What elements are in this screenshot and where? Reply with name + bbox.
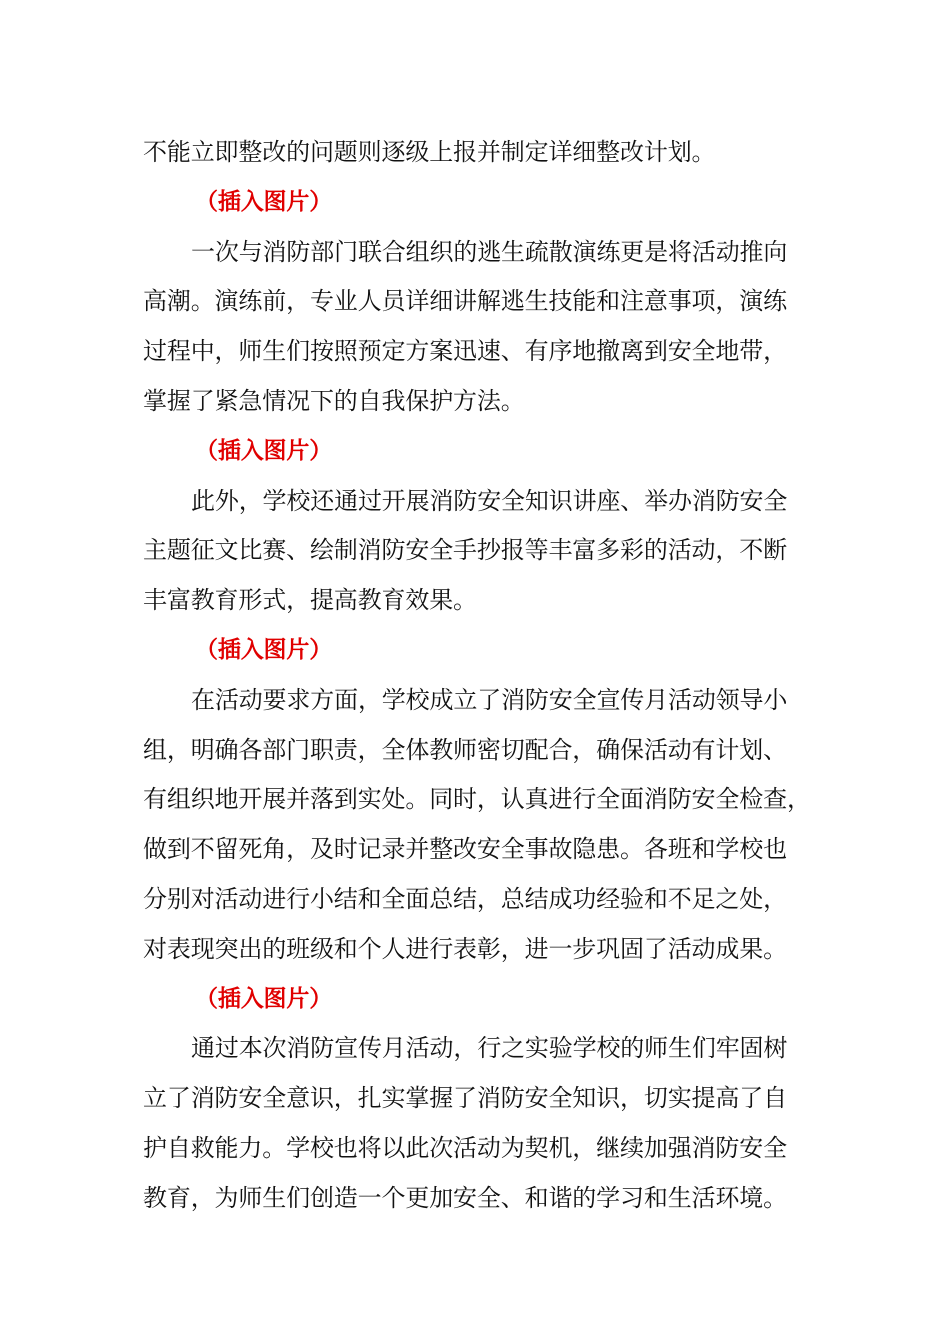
paragraph-line: 教育，为师生们创造一个更加安全、和谐的学习和生活环境。 bbox=[143, 1183, 787, 1212]
paragraph-line: 分别对活动进行小结和全面总结，总结成功经验和不足之处， bbox=[143, 884, 787, 913]
insert-image-note: （插入图片） bbox=[195, 188, 333, 215]
paragraph-line: 丰富教育形式，提高教育效果。 bbox=[143, 586, 477, 615]
paragraph-line: 掌握了紧急情况下的自我保护方法。 bbox=[143, 386, 525, 415]
paragraph-line: 高潮。演练前，专业人员详细讲解逃生技能和注意事项，演练 bbox=[143, 287, 787, 316]
paragraph-line: 组，明确各部门职责，全体教师密切配合，确保活动有计划、 bbox=[143, 735, 787, 764]
paragraph-line: 一次与消防部门联合组织的逃生疏散演练更是将活动推向 bbox=[191, 237, 788, 266]
paragraph-line: 护自救能力。学校也将以此次活动为契机，继续加强消防安全 bbox=[143, 1133, 787, 1162]
paragraph-line: 在活动要求方面，学校成立了消防安全宣传月活动领导小 bbox=[191, 685, 788, 714]
insert-image-note: （插入图片） bbox=[195, 636, 333, 663]
paragraph-line: 有组织地开展并落到实处。同时，认真进行全面消防安全检查， bbox=[143, 785, 811, 814]
paragraph-line: 立了消防安全意识，扎实掌握了消防安全知识，切实提高了自 bbox=[143, 1084, 787, 1113]
insert-image-note: （插入图片） bbox=[195, 437, 333, 464]
paragraph-line: 主题征文比赛、绘制消防安全手抄报等丰富多彩的活动，不断 bbox=[143, 536, 787, 565]
paragraph-line: 做到不留死角，及时记录并整改安全事故隐患。各班和学校也 bbox=[143, 835, 787, 864]
paragraph-line: 通过本次消防宣传月活动，行之实验学校的师生们牢固树 bbox=[191, 1034, 788, 1063]
paragraph-line: 过程中，师生们按照预定方案迅速、有序地撤离到安全地带， bbox=[143, 337, 787, 366]
paragraph-line: 不能立即整改的问题则逐级上报并制定详细整改计划。 bbox=[143, 138, 716, 166]
paragraph-line: 对表现突出的班级和个人进行表彰，进一步巩固了活动成果。 bbox=[143, 934, 787, 963]
insert-image-note: （插入图片） bbox=[195, 985, 333, 1012]
paragraph-line: 此外，学校还通过开展消防安全知识讲座、举办消防安全 bbox=[191, 486, 788, 515]
document-body bbox=[143, 128, 810, 1224]
